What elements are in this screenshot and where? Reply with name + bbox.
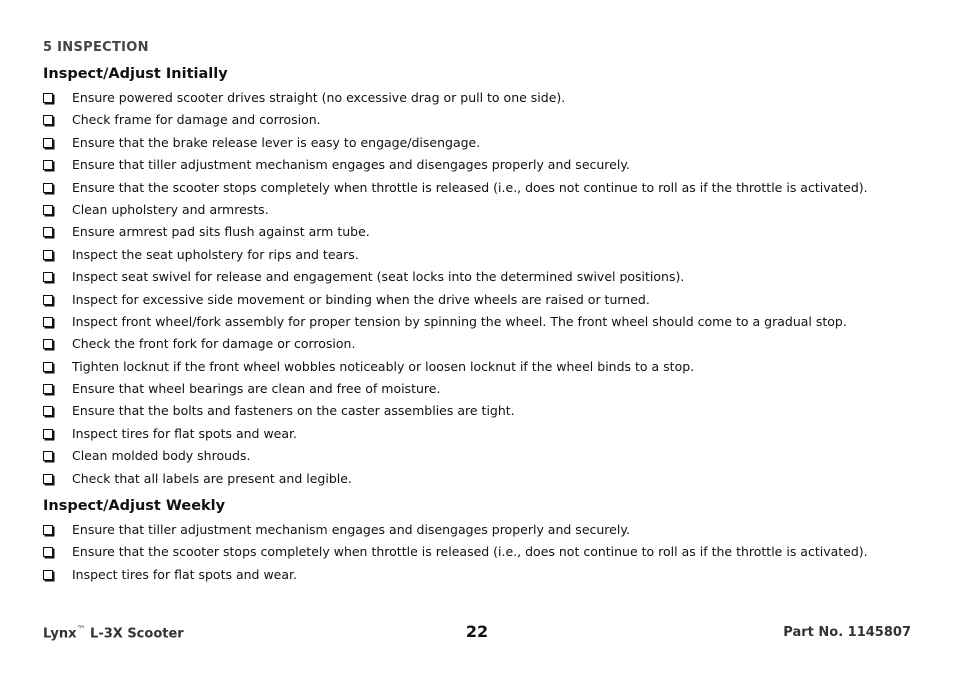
checkbox-icon xyxy=(43,183,53,193)
page-number: 22 xyxy=(465,622,489,641)
checkbox-icon xyxy=(43,429,53,439)
checklist-item-text: Inspect seat swivel for release and engagement (seat locks into the determined swivel positions). xyxy=(72,269,685,285)
checklist-item-text: Check that all labels are present and legible. xyxy=(72,470,352,486)
checklist-item-text: Check the front fork for damage or corrosion. xyxy=(72,336,356,352)
checklist-item-text: Ensure that wheel bearings are clean and free of moisture. xyxy=(72,381,441,397)
checklist-item-text: Ensure powered scooter drives straight (no excessive drag or pull to one side). xyxy=(72,90,566,105)
checklist-item-text: Ensure that tiller adjustment mechanism engages and disengages properly and securely. xyxy=(72,522,630,537)
checklist-item-text: Ensure armrest pad sits flush against arm tube. xyxy=(72,224,370,240)
checkbox-icon xyxy=(43,250,53,260)
checkbox-icon xyxy=(43,317,53,327)
heading-weekly: Inspect/Adjust Weekly xyxy=(43,498,226,514)
checklist-item-text: Ensure that the scooter stops completely when throttle is released (i.e., does not continue to roll as if the throttle is activated). xyxy=(72,179,868,195)
checklist-item-text: Inspect tires for flat spots and wear. xyxy=(72,425,297,441)
page-footer xyxy=(43,622,911,644)
checkbox-icon xyxy=(43,547,53,557)
checklist-item-text: Clean upholstery and armrests. xyxy=(72,201,269,217)
checkbox-icon xyxy=(43,138,53,148)
checkbox-icon xyxy=(43,115,53,125)
checklist-item-text: Inspect the seat upholstery for rips and tears. xyxy=(72,246,359,262)
checkbox-icon xyxy=(43,227,53,237)
heading-initial: Inspect/Adjust Initially xyxy=(43,66,228,82)
checklist-item-text: Ensure that the bolts and fasteners on the caster assemblies are tight. xyxy=(72,403,515,419)
checkbox-icon xyxy=(43,525,53,535)
checkbox-icon xyxy=(43,406,53,416)
section-label: 5 INSPECTION xyxy=(43,40,149,55)
trademark-symbol: ™ xyxy=(76,625,86,635)
checklist-item-text: Tighten locknut if the front wheel wobbles noticeably or loosen locknut if the wheel binds to a stop. xyxy=(72,358,695,374)
checklist-item-text: Inspect for excessive side movement or binding when the drive wheels are raised or turned. xyxy=(72,291,650,307)
checklist-item-text: Clean molded body shrouds. xyxy=(72,448,251,464)
checkbox-icon xyxy=(43,205,53,215)
checkbox-icon xyxy=(43,160,53,170)
checklist-item-text: Ensure that tiller adjustment mechanism engages and disengages properly and securely. xyxy=(72,157,630,173)
checkbox-icon xyxy=(43,384,53,394)
checklist-item-text: Inspect front wheel/fork assembly for proper tension by spinning the wheel. The front wheel should come to a gradual stop. xyxy=(72,313,847,329)
product-model: L-3X Scooter xyxy=(85,626,184,642)
checkbox-icon xyxy=(43,362,53,372)
checklist-item-text: Ensure that the scooter stops completely when throttle is released (i.e., does not continue to roll as if the throttle is activated). xyxy=(72,544,868,560)
checkbox-icon xyxy=(43,93,53,103)
checklist-item-text: Ensure that the brake release lever is easy to engage/disengage. xyxy=(72,134,481,150)
checkbox-icon xyxy=(43,474,53,484)
checklist-item-text: Inspect tires for flat spots and wear. xyxy=(72,566,297,582)
checkbox-icon xyxy=(43,339,53,349)
checkbox-icon xyxy=(43,570,53,580)
checkbox-icon xyxy=(43,451,53,461)
document-page xyxy=(43,0,911,674)
part-number: Part No. 1145807 xyxy=(783,625,911,640)
checkbox-icon xyxy=(43,272,53,282)
checklist-item-text: Check frame for damage and corrosion. xyxy=(72,112,321,128)
checkbox-icon xyxy=(43,295,53,305)
product-name: Lynx xyxy=(43,626,77,642)
